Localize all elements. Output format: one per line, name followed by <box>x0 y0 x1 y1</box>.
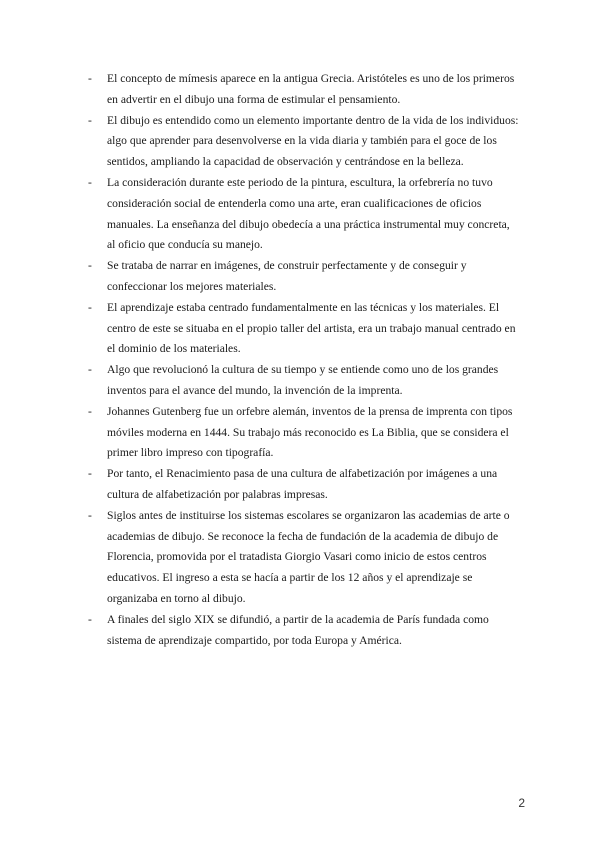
list-item-text: Siglos antes de instituirse los sistemas escolares se organizaron las academias de arte o academias de dibujo. Se reconoce la fecha de fundación de la academia de dibujo de Florencia, promovida por el tratadista Giorgio Vasari como inicio de estos centros educativos. El ingreso a esta se hacía a partir de los 12 años y el aprendizaje se organizaba en torno al dibujo. <box>107 508 510 605</box>
list-item-text: La consideración durante este periodo de la pintura, escultura, la orfebrería no tuvo consideración social de entenderla como una arte, eran cualificaciones de oficios manuales. La enseñanza del dibujo obedecía a una práctica instrumental muy concreta, al oficio que conducía su manejo. <box>107 175 510 252</box>
list-item <box>88 173 520 256</box>
list-item-text: Johannes Gutenberg fue un orfebre alemán, inventos de la prensa de imprenta con tipos móviles moderna en 1444. Su trabajo más reconocido es La Biblia, que se considera el primer libro impreso con tipografía. <box>107 404 513 460</box>
list-item <box>88 610 520 652</box>
list-item <box>88 298 520 360</box>
list-item-text: Algo que revolucionó la cultura de su tiempo y se entiende como uno de los grandes inventos para el avance del mundo, la invención de la imprenta. <box>107 363 499 397</box>
list-item <box>88 506 520 610</box>
bullet-marker: - <box>88 612 92 626</box>
list-item <box>88 256 520 298</box>
list-item <box>88 69 520 111</box>
list-item-text: A finales del siglo XIX se difundió, a partir de la academia de París fundada como sistema de aprendizaje compartido, por toda Europa y América. <box>107 612 489 647</box>
bullet-marker: - <box>88 259 92 273</box>
list-item <box>88 111 520 173</box>
bullet-marker: - <box>88 467 92 481</box>
list-item-text: Se trataba de narrar en imágenes, de construir perfectamente y de conseguir y confeccionar los mejores materiales. <box>107 259 467 293</box>
bullet-marker: - <box>88 175 92 189</box>
list-item-text: El concepto de mímesis aparece en la antigua Grecia. Aristóteles es uno de los primeros en advertir en el dibujo una forma de estimular el pensamiento. <box>107 72 515 106</box>
list-item <box>88 360 520 402</box>
list-item-text: El aprendizaje estaba centrado fundamentalmente en las técnicas y los materiales. El centro de este se situaba en el propio taller del artista, era un trabajo manual centrado en el dominio de los materiales. <box>107 300 516 356</box>
bullet-marker: - <box>88 363 92 377</box>
bullet-marker: - <box>88 300 92 314</box>
bullet-marker: - <box>88 113 92 127</box>
page-number: 2 <box>518 796 525 810</box>
bullet-marker: - <box>88 72 92 85</box>
list-item <box>88 402 520 464</box>
bullet-marker: - <box>88 404 92 418</box>
list-item-text: El dibujo es entendido como un elemento importante dentro de la vida de los individuos: algo que aprender para desenvolverse en la vida diaria y también para el goce de los sentidos, ampliando la capacidad de observación y centrándose en la belleza. <box>107 113 519 169</box>
list-item <box>88 464 520 506</box>
list-item-text: Por tanto, el Renacimiento pasa de una cultura de alfabetización por imágenes a una cultura de alfabetización por palabras impresas. <box>107 467 498 501</box>
bullet-list <box>88 69 520 651</box>
bullet-marker: - <box>88 508 92 522</box>
